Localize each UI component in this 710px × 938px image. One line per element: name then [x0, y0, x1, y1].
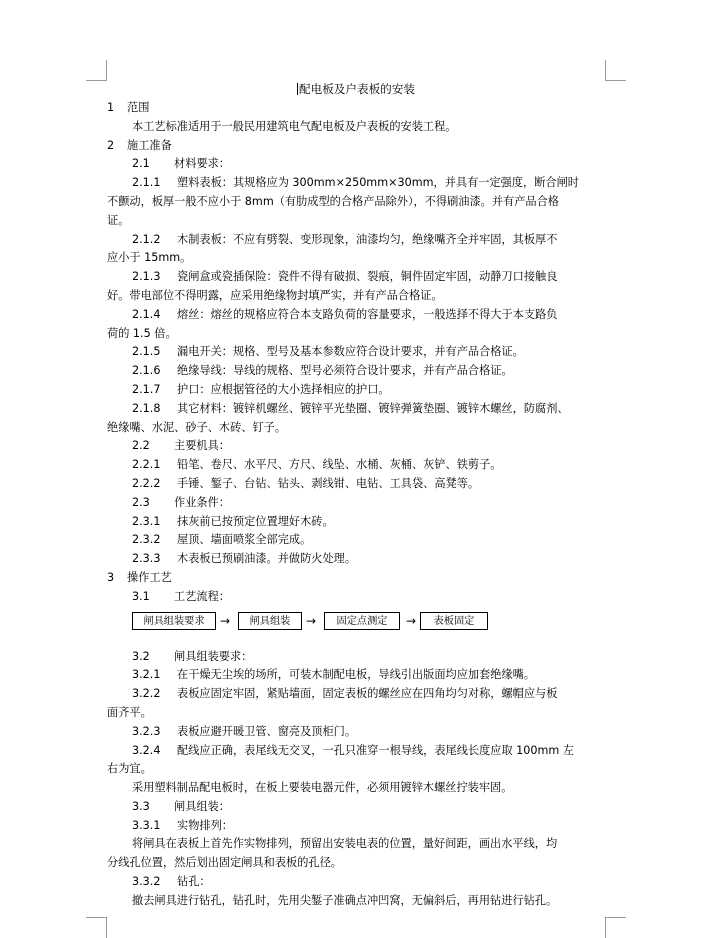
- line-text: 表板应固定牢固，紧贴墙面，固定表板的螺丝应在四角均匀对称，螺帽应与板: [177, 687, 558, 701]
- text-line: [107, 494, 605, 513]
- text-line: [107, 666, 605, 685]
- text-line: [107, 174, 605, 193]
- flow-step: 固定点测定: [324, 612, 400, 630]
- line-text: 证。: [107, 213, 130, 227]
- section-number: 2.1.4: [132, 307, 161, 321]
- line-text: 瓷闸盒或瓷插保险：瓷件不得有破损、裂痕，铜件固定牢固，动静刀口接触良: [177, 270, 558, 284]
- text-line: [107, 193, 605, 212]
- line-text: 熔丝：熔丝的规格应符合本支路负荷的容量要求，一般选择不得大于本支路负: [177, 307, 558, 321]
- line-text: 配线应正确，表尾线无交叉，一孔只准穿一根导线，表尾线长度应取 100mm 左: [177, 743, 575, 757]
- line-text: 钻孔：: [177, 875, 211, 889]
- section-number: 3.2: [132, 649, 150, 663]
- text-line: [107, 854, 605, 873]
- text-line: [107, 817, 605, 836]
- text-line: [107, 588, 605, 607]
- section-number: 2.1.5: [132, 345, 161, 359]
- line-text: 面齐平。: [107, 705, 152, 719]
- text-line: [107, 118, 605, 137]
- text-line: [107, 231, 605, 250]
- text-line: [107, 798, 605, 817]
- paragraphs-section-1: [107, 99, 605, 607]
- line-text: 手锤、錾子、台钻、钻头、剥线钳、电钻、工具袋、高凳等。: [177, 476, 480, 490]
- section-number: 3.3.1: [132, 818, 161, 832]
- crop-mark-bottom-left: [86, 917, 107, 938]
- text-line: [107, 704, 605, 723]
- text-line: [107, 437, 605, 456]
- section-number: 2: [107, 138, 115, 152]
- line-text: 木表板已预刷油漆。并做防火处理。: [177, 552, 357, 566]
- text-line: [107, 723, 605, 742]
- text-line: [107, 892, 605, 911]
- text-line: [107, 381, 605, 400]
- flow-step: 闸具组装要求: [132, 612, 216, 630]
- section-number: 3.2.1: [132, 668, 161, 682]
- flow-arrow-icon: →: [220, 613, 231, 628]
- section-number: 2.2: [132, 439, 150, 453]
- line-text: 荷的 1.5 倍。: [107, 326, 177, 340]
- text-line: [107, 513, 605, 532]
- section-number: 3.3.2: [132, 875, 161, 889]
- text-line: [107, 550, 605, 569]
- text-line: [107, 835, 605, 854]
- text-line: [107, 456, 605, 475]
- text-line: [107, 212, 605, 231]
- text-line: [107, 419, 605, 438]
- line-text: 在干燥无尘埃的场所，可装木制配电板，导线引出版面均应加套绝缘嘴。: [177, 668, 536, 682]
- text-cursor: [297, 83, 298, 95]
- line-text: 木制表板：不应有劈裂、变形现象，油漆均匀，绝缘嘴齐全并牢固，其板厚不: [177, 232, 558, 246]
- line-text: 撤去闸具进行钻孔，钻孔时，先用尖錾子准确点冲凹窝，无偏斜后，再用钻进行钻孔。: [132, 893, 558, 907]
- line-text: 不颤动，板厚一般不应小于 8mm（有肋成型的合格产品除外），不得刷油漆。并有产品合格: [107, 194, 559, 208]
- line-text: 右为宜。: [107, 762, 152, 776]
- flow-arrow-icon: →: [306, 613, 317, 628]
- section-number: 2.3: [132, 495, 150, 509]
- line-text: 工艺流程：: [174, 589, 230, 603]
- section-number: 2.1.8: [132, 401, 161, 415]
- text-line: [107, 137, 605, 156]
- section-number: 2.1: [132, 157, 150, 171]
- line-text: 表板应避开暖卫管、窗亮及顶柜门。: [177, 724, 357, 738]
- section-number: 2.3.3: [132, 552, 161, 566]
- text-line: [107, 569, 605, 588]
- section-number: 2.1.3: [132, 270, 161, 284]
- document-title: 配电板及户表板的安装: [299, 82, 415, 96]
- section-number: 3.3: [132, 799, 150, 813]
- text-line: [107, 249, 605, 268]
- section-number: 3.2.2: [132, 687, 161, 701]
- section-number: 2.1.2: [132, 232, 161, 246]
- line-text: 闸具组装要求：: [174, 649, 253, 663]
- text-line: [107, 268, 605, 287]
- line-text: 护口：应根据管径的大小选择相应的护口。: [177, 382, 390, 396]
- section-number: 3.2.3: [132, 724, 161, 738]
- text-line: [107, 779, 605, 798]
- spacer: [107, 636, 605, 648]
- line-text: 铅笔、卷尺、水平尺、方尺、线坠、水桶、灰桶、灰铲、铁剪子。: [177, 458, 502, 472]
- section-number: 3: [107, 570, 115, 584]
- line-text: 其它材料：镀锌机螺丝、镀锌平光垫圈、镀锌弹簧垫圈、镀锌木螺丝，防腐剂、: [177, 401, 569, 415]
- text-line: [107, 685, 605, 704]
- text-line: [107, 531, 605, 550]
- section-number: 2.2.1: [132, 458, 161, 472]
- flow-arrow-icon: →: [406, 613, 417, 628]
- line-text: 范围: [127, 101, 150, 114]
- text-line: [107, 400, 605, 419]
- section-number: 1: [107, 101, 115, 114]
- flow-step: 闸具组装: [238, 612, 302, 630]
- text-line: [107, 475, 605, 494]
- line-text: 实物排列：: [177, 818, 233, 832]
- section-number: 2.3.2: [132, 533, 161, 547]
- line-text: 主要机具：: [174, 439, 230, 453]
- line-text: 作业条件：: [174, 495, 230, 509]
- section-number: 2.1.6: [132, 364, 161, 378]
- line-text: 操作工艺: [127, 570, 172, 584]
- line-text: 材料要求：: [174, 157, 230, 171]
- section-number: 2.1.7: [132, 382, 161, 396]
- text-line: [107, 873, 605, 892]
- line-text: 闸具组装：: [174, 799, 230, 813]
- crop-mark-bottom-right: [605, 917, 626, 938]
- section-number: 2.1.1: [132, 176, 161, 190]
- flow-step: 表板固定: [420, 612, 488, 630]
- text-line: [107, 287, 605, 306]
- text-line: [107, 306, 605, 325]
- section-number: 2.2.2: [132, 476, 161, 490]
- line-text: 将闸具在表板上首先作实物排列，预留出安装电表的位置，量好间距，画出水平线，均: [132, 837, 558, 851]
- line-text: 好。带电部位不得明露，应采用绝缘物封填严实，并有产品合格证。: [107, 288, 443, 302]
- line-text: 漏电开关：规格、型号及基本参数应符合设计要求，并有产品合格证。: [177, 345, 524, 359]
- text-line: [107, 742, 605, 761]
- line-text: 塑料表板：其规格应为 300mm×250mm×30mm，并具有一定强度，断合闸时: [177, 176, 579, 190]
- text-line: [107, 648, 605, 667]
- text-line: [107, 760, 605, 779]
- line-text: 绝缘导线：导线的规格、型号必须符合设计要求，并有产品合格证。: [177, 364, 513, 378]
- section-number: 3.1: [132, 589, 150, 603]
- text-line: [107, 155, 605, 174]
- process-flowchart: [107, 609, 605, 636]
- document-body: [107, 80, 605, 911]
- crop-mark-top-right: [605, 60, 626, 81]
- text-line: [107, 325, 605, 344]
- paragraphs-section-2: [107, 648, 605, 911]
- line-text: 本工艺标准适用于一般民用建筑电气配电板及户表板的安装工程。: [132, 119, 457, 133]
- line-text: 屋顶、墙面喷浆全部完成。: [177, 533, 312, 547]
- text-line: [107, 343, 605, 362]
- text-line: [107, 99, 605, 118]
- line-text: 应小于 15mm。: [107, 251, 192, 265]
- section-number: 2.3.1: [132, 514, 161, 528]
- text-line: [107, 362, 605, 381]
- section-number: 3.2.4: [132, 743, 161, 757]
- line-text: 抹灰前已按预定位置埋好木砖。: [177, 514, 334, 528]
- line-text: 分线孔位置，然后划出固定闸具和表板的孔径。: [107, 856, 342, 870]
- crop-mark-top-left: [86, 60, 107, 81]
- line-text: 采用塑料制品配电板时，在板上要装电器元件，必须用镀锌木螺丝拧装牢固。: [132, 781, 513, 795]
- line-text: 绝缘嘴、水泥、砂子、木砖、钉子。: [107, 420, 287, 434]
- line-text: 施工准备: [127, 138, 172, 152]
